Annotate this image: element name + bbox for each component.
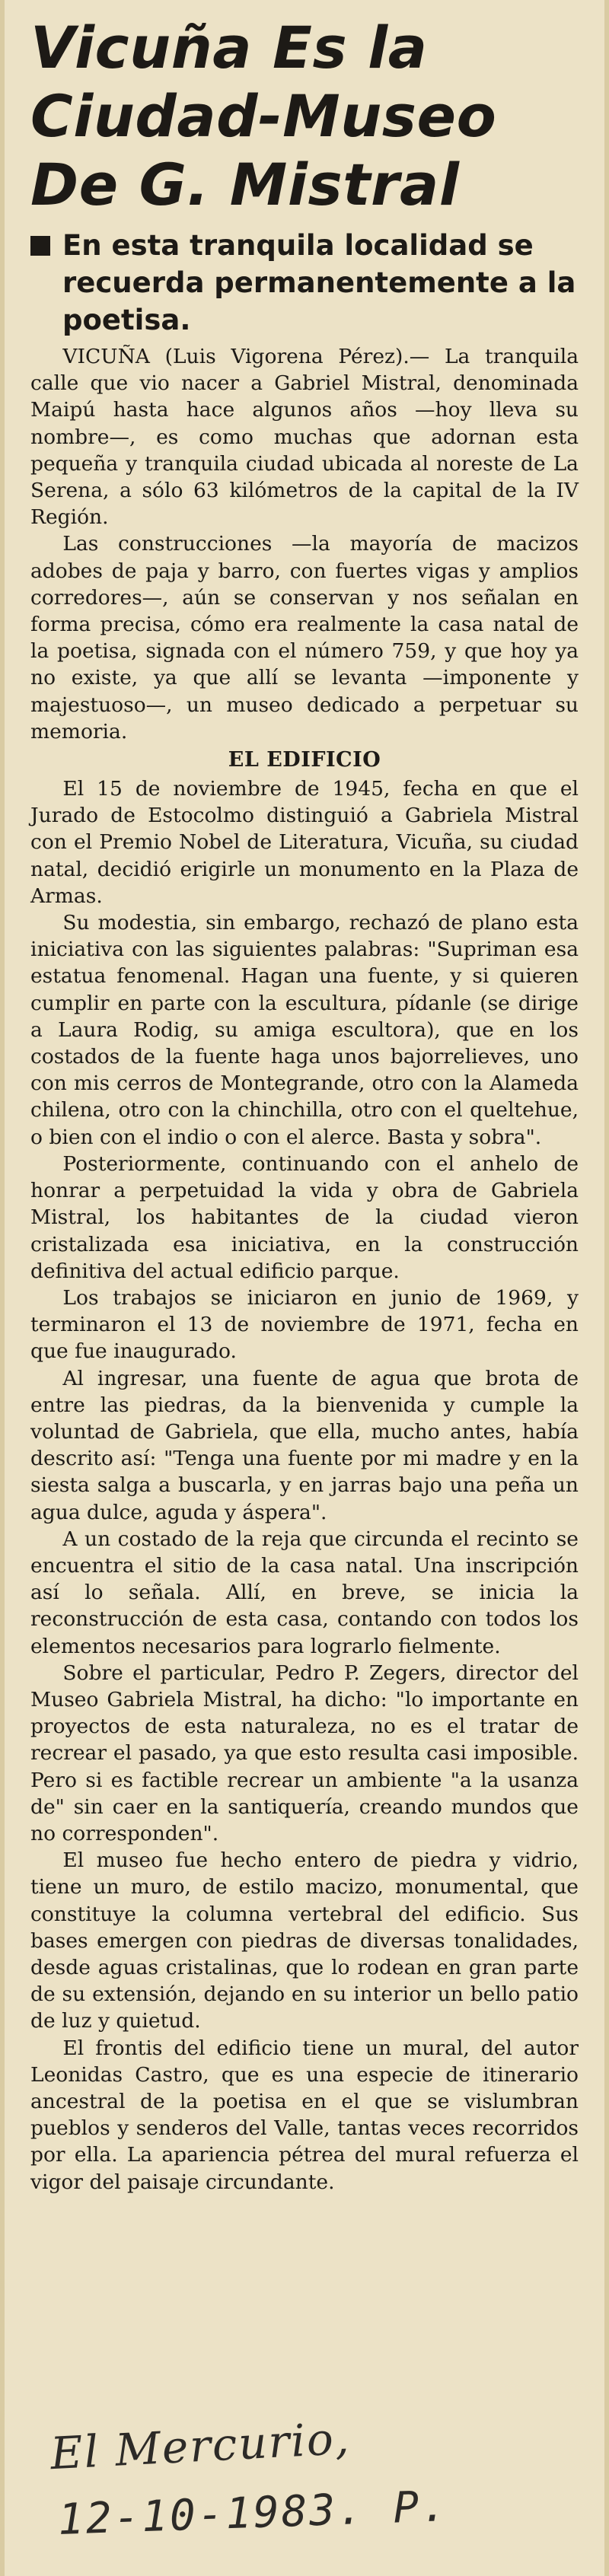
deck-text: En esta tranquila localidad se recuerda permanentemente a la poetisa.	[62, 229, 576, 336]
paragraph: Su modestia, sin embargo, rechazó de plano esta iniciativa con las siguientes palabras: "Supriman esa estatua fenomenal. Hagan una fuente, y si quieren cumplir en parte con la escultura, pídanle (se dirige a Laura Rodig, su amiga escultora), que en los costados de la fuente haga unos bajorrelieves, uno con mis cerros de Montegrande, otro con la Alameda chilena, otro con la chinchilla, otro con el queltehue, o bien con el indio o con el alerce. Basta y sobra".	[30, 911, 579, 1149]
handwritten-date: 12-10-1983. P.	[57, 2482, 450, 2545]
paragraph: Sobre el particular, Pedro P. Zegers, director del Museo Gabriela Mistral, ha dicho: "lo importante en proyectos de esta naturaleza, no es el tratar de recrear el pasado, ya que esto resulta casi imposible. Pero si es factible recrear un ambiente "a la usanza de" sin caer en la santiquería, creando mundos que no corresponden".	[30, 1661, 579, 1845]
paragraph: El 15 de noviembre de 1945, fecha en que el Jurado de Estocolmo distinguió a Gabriela Mistral con el Premio Nobel de Literatura, Vicuña, su ciudad natal, decidió erigirle un monumento en la Plaza de Armas.	[30, 777, 579, 908]
paragraph: VICUÑA (Luis Vigorena Pérez).— La tranquila calle que vio nacer a Gabriel Mistral, denominada Maipú hasta hace algunos años —hoy lleva su nombre—, es como muchas que adornan esta pequeña y tranquila ciudad ubicada al noreste de La Serena, a sólo 63 kilómetros de la capital de la IV Región.	[30, 345, 579, 530]
paragraph: Al ingresar, una fuente de agua que brota de entre las piedras, da la bienvenida y cumple la voluntad de Gabriela, que ella, mucho antes, había descrito así: "Tenga una fuente por mi madre y en la siesta salga a buscarla, y en jarras bajo una peña un agua dulce, aguda y áspera".	[30, 1366, 579, 1524]
paragraph: Posteriormente, continuando con el anhelo de honrar a perpetuidad la vida y obra de Gabriela Mistral, los habitantes de la ciudad vieron cristalizada esa iniciativa, en la construcción definitiva del actual edificio parque.	[30, 1151, 579, 1283]
headline: Vicuña Es la Ciudad-Museo De G. Mistral	[30, 14, 497, 218]
article-body	[30, 343, 579, 2195]
paragraph: A un costado de la reja que circunda el recinto se encuentra el sitio de la casa natal. Una inscripción así lo señala. Allí, en breve, se inicia la reconstrucción de esta casa, contando con todos los elementos necesarios para lograrlo fielmente.	[30, 1527, 579, 1658]
paragraph: El frontis del edificio tiene un mural, del autor Leonidas Castro, que es una especie de itinerario ancestral de la poetisa en el que se vislumbran pueblos y senderos del Valle, tantas veces recorridos por ella. La apariencia pétrea del mural refuerza el vigor del paisaje circundante.	[30, 2036, 579, 2194]
paragraph: El museo fue hecho entero de piedra y vidrio, tiene un muro, de estilo macizo, monumental, que constituye la columna vertebral del edificio. Sus bases emergen con piedras de diversas tonalidades, desde aguas cristalinas, que lo rodean en gran parte de su extensión, dejando en su interior un bello patio de luz y quietud.	[30, 1848, 579, 2033]
bullet-square-icon	[30, 236, 50, 256]
deck	[30, 227, 579, 339]
paragraph: Las construcciones —la mayoría de macizos adobes de paja y barro, con fuertes vigas y amplios corredores—, aún se conservan y nos señalan en forma precisa, cómo era realmente la casa natal de la poetisa, signada con el número 759, y que hoy ya no existe, ya que allí se levanta —imponente y majestuoso—, un museo dedicado a perpetuar su memoria.	[30, 532, 579, 744]
handwritten-source: El Mercurio,	[49, 2412, 352, 2480]
section-heading: EL EDIFICIO	[228, 748, 381, 772]
paragraph: Los trabajos se iniciaron en junio de 1969, y terminaron el 13 de noviembre de 1971, fecha en que fue inaugurado.	[30, 1285, 579, 1364]
